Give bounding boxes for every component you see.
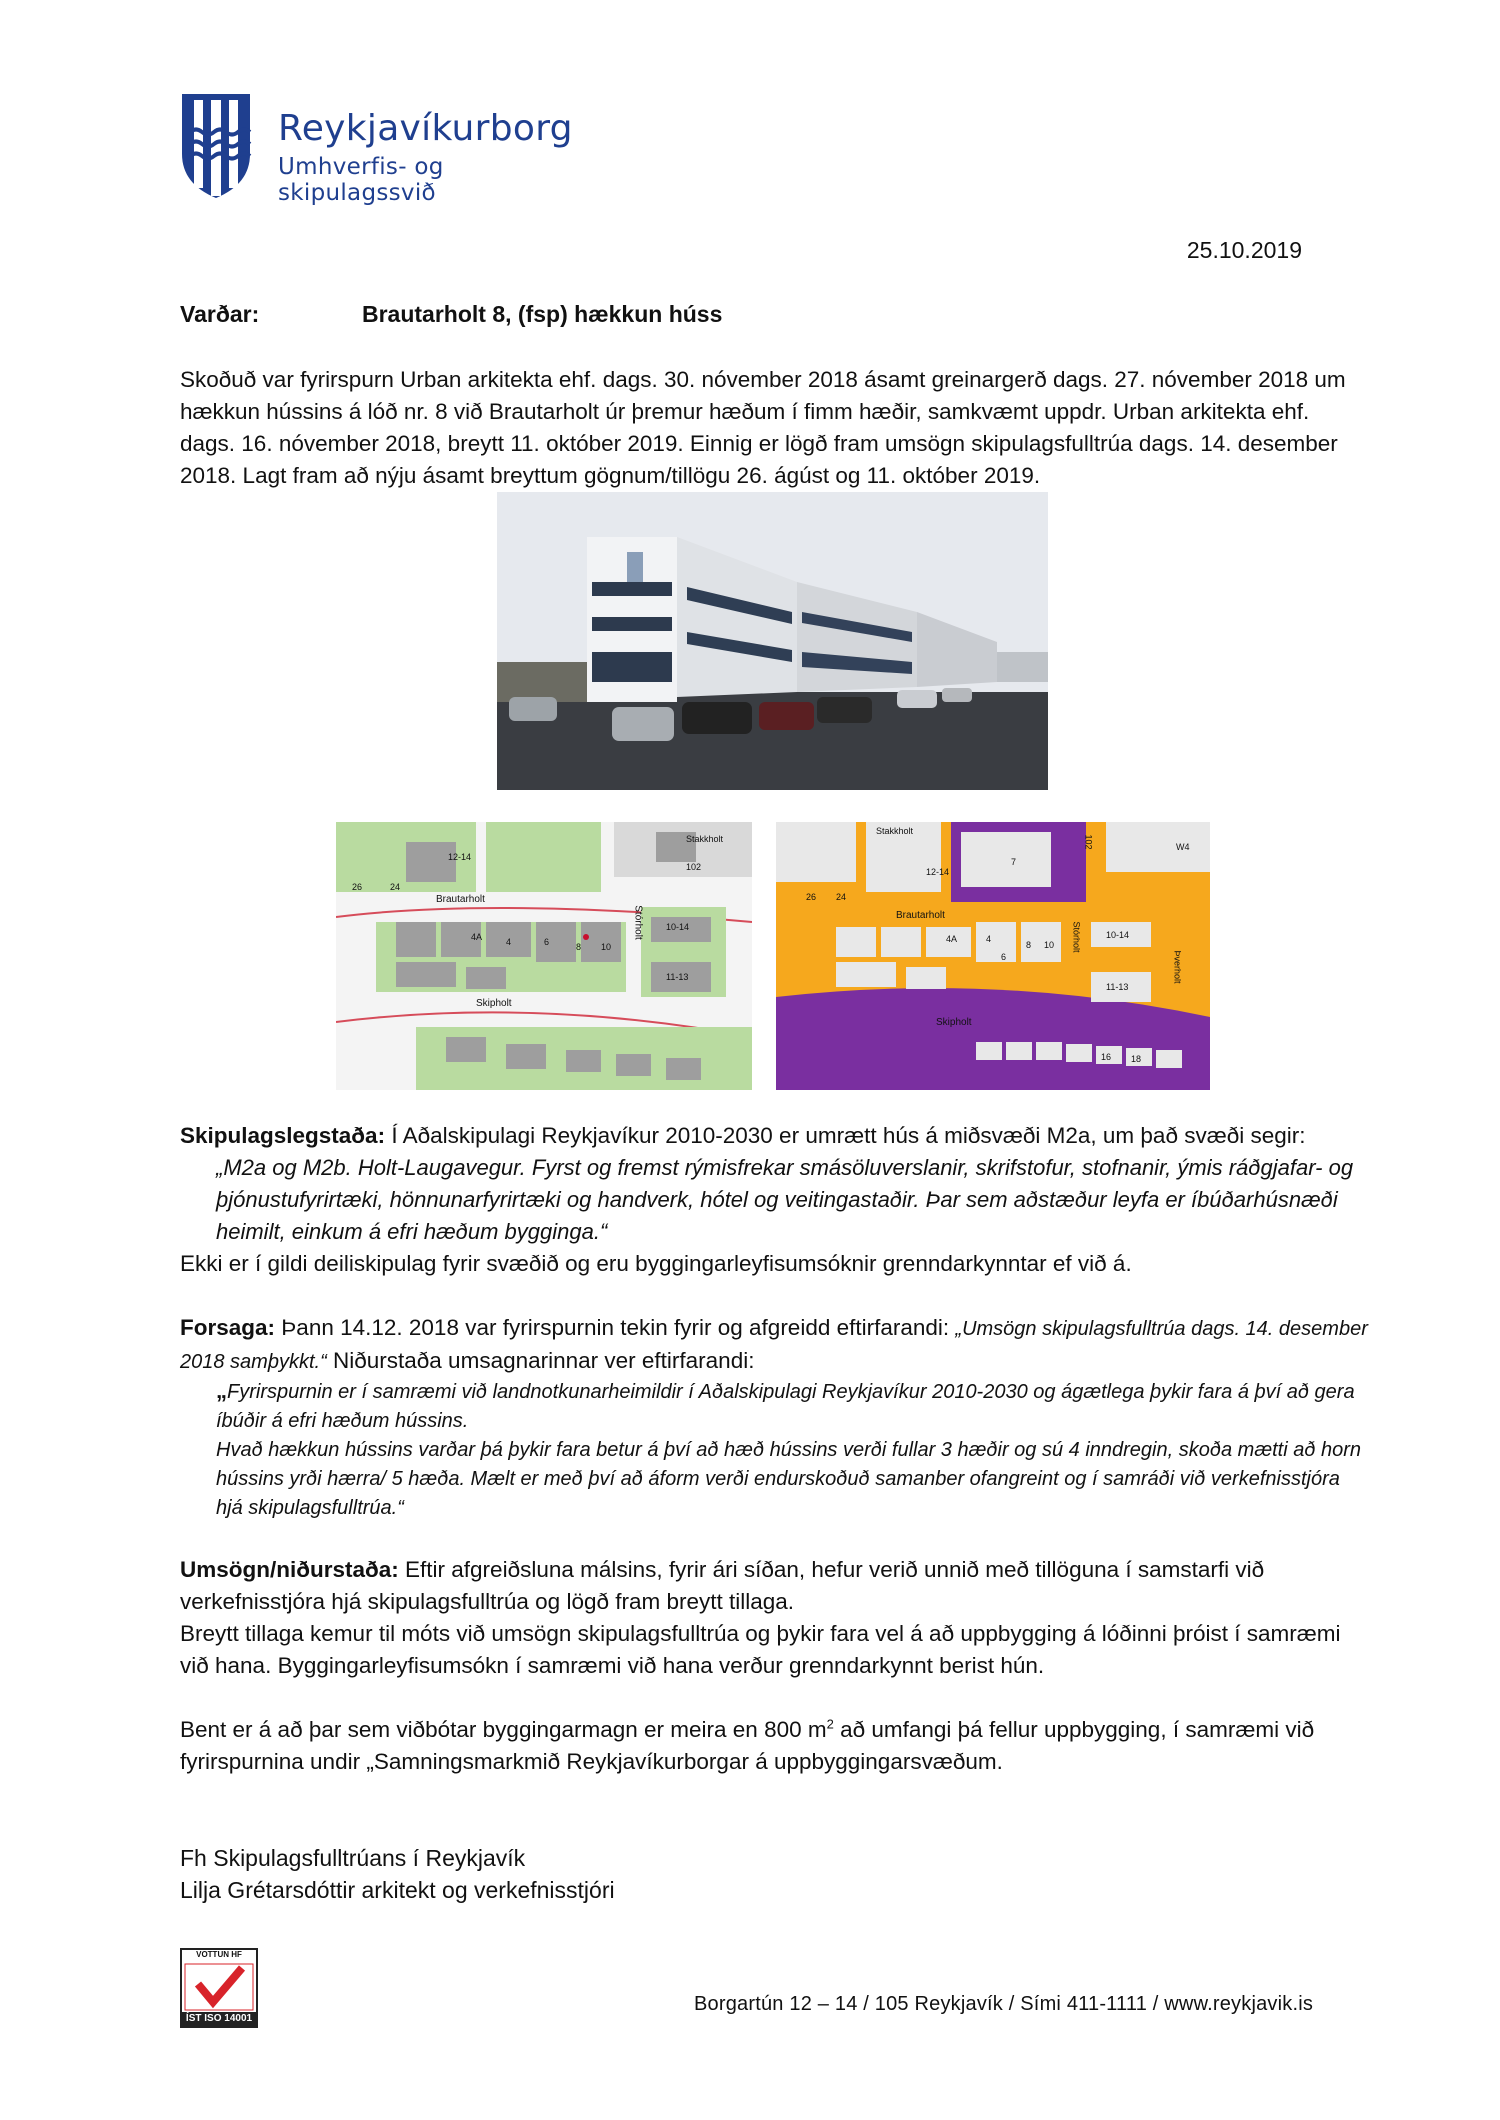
- map1-label: 10-14: [666, 922, 690, 932]
- map1-label: Brautarholt: [436, 894, 485, 905]
- map1-label: 11-13: [666, 972, 689, 982]
- iso-certification-badge: [180, 1948, 258, 2028]
- section-conclusion: [180, 1554, 1370, 1682]
- map2-label: 4: [986, 934, 992, 944]
- map1-label: Skipholt: [476, 998, 512, 1009]
- map1-label: 10: [601, 942, 612, 952]
- map1-label: Stakkholt: [686, 834, 724, 844]
- map2-label: 24: [836, 892, 847, 902]
- zoning-quote: „M2a og M2b. Holt-Laugavegur. Fyrst og fremst rýmisfrekar smásöluverslanir, skrifstofur, stofnanir, ýmis ráðgjafar- og þjónustufyrirtæki, hönnunarfyrirtæki og handverk, hótel og veitingastaðir. Þar sem aðstæður leyfa er íbúðarhúsnæði heimilt, einkum á efri hæðum bygginga.“: [216, 1155, 1354, 1244]
- zoning-map-colored: [776, 822, 1210, 1090]
- map2-label: 4A: [946, 934, 958, 944]
- building-photo: [497, 492, 1048, 790]
- coat-of-arms-icon: [180, 92, 252, 200]
- quote-line: Hvað hækkun hússins varðar þá þykir fara betur á því að hæð hússins verði fullar 3 hæðir og sú 4 inndregin, skoða mætti að horn hússins yrði hærra/ 5 hæða. Mælt er með því að áform verði endurskoðuð samanber ofangreint og í samráði við verkefnisstjóra hjá skipulagsfulltrúa.“: [216, 1439, 1362, 1519]
- section-text: Í Aðalskipulagi Reykjavíkur 2010-2030 er umrætt hús á miðsvæði M2a, um það svæði segir:: [391, 1123, 1306, 1148]
- subject-title: Brautarholt 8, (fsp) hækkun húss: [362, 301, 723, 327]
- map2-label: Stakkholt: [876, 826, 914, 836]
- cert-issuer: VOTTUN HF: [196, 1950, 242, 1959]
- map1-label: 12-14: [448, 852, 472, 862]
- map1-label: 102: [686, 862, 702, 872]
- map1-label: 4: [506, 937, 512, 947]
- section-label: Forsaga:: [180, 1315, 276, 1340]
- map2-label: 102: [1083, 834, 1094, 850]
- map1-label: 8: [576, 942, 582, 952]
- map2-label: W4: [1176, 842, 1190, 852]
- map1-label: Stórholt: [632, 905, 644, 940]
- section-history: [180, 1312, 1370, 1378]
- section-text: Niðurstaða umsagnarinnar ver eftirfarandi:: [333, 1348, 755, 1373]
- map2-label: 8: [1026, 940, 1032, 950]
- org-name: Reykjavíkurborg: [278, 108, 573, 149]
- section-text: að umfangi þá fellur uppbygging, í samræmi við fyrirspurnina undir „Samningsmarkmið Reykjavíkurborgar á uppbyggingarsvæðum.: [180, 1717, 1315, 1774]
- signature-name: Lilja Grétarsdóttir arkitekt og verkefnisstjóri: [180, 1877, 615, 1903]
- section-label: Umsögn/niðurstaða:: [180, 1557, 399, 1582]
- section-text: Breytt tillaga kemur til móts við umsögn skipulagsfulltrúa og þykir fara vel á að uppbygging á lóðinni þróist í samræmi við hana. Byggingarleyfisumsókn í samræmi við hana verður grenndarkynnt berist hún.: [180, 1621, 1341, 1678]
- subject-label: Varðar:: [180, 301, 260, 327]
- org-logo: [180, 92, 600, 206]
- zoning-note: Ekki er í gildi deiliskipulag fyrir svæðið og eru byggingarleyfisumsóknir grenndarkynntar ef við á.: [180, 1251, 1132, 1276]
- zoning-map-green: [336, 822, 752, 1090]
- map1-label: 4A: [471, 932, 483, 942]
- section-italic: „Umsögn skipulagsfulltrúa dags. 14. desember 2018 samþykkt.“: [180, 1318, 1368, 1373]
- map2-label: 11-13: [1106, 982, 1129, 992]
- map1-label: 26: [352, 882, 363, 892]
- history-quote: [216, 1376, 1366, 1523]
- map2-label: 7: [1011, 857, 1017, 867]
- map2-label: Stórholt: [1071, 921, 1082, 953]
- section-label: Skipulagslegstaða:: [180, 1123, 386, 1148]
- map2-label: 10-14: [1106, 930, 1130, 940]
- document-date: 25.10.2019: [1186, 237, 1302, 263]
- footer-address: Borgartún 12 – 14 / 105 Reykjavík / Sími 411-1111 / www.reykjavik.is: [694, 1993, 1314, 2015]
- section-text: Bent er á að þar sem viðbótar byggingarmagn er meira en 800 m: [180, 1717, 827, 1742]
- map2-label: 26: [806, 892, 817, 902]
- section-text: Þann 14.12. 2018 var fyrirspurnin tekin fyrir og afgreidd eftirfarandi:: [281, 1315, 950, 1340]
- quote-line: Fyrirspurnin er í samræmi við landnotkunarheimildir í Aðalskipulagi Reykjavíkur 2010-2030 og ágætlega þykir fara á því að gera íbúðir á efri hæðum hússins.: [216, 1381, 1355, 1432]
- map2-label: 12-14: [926, 867, 950, 877]
- section-text: Eftir afgreiðsluna málsins, fyrir ári síðan, hefur verið unnið með tillöguna í samstarfi við verkefnisstjóra hjá skipulagsfulltrúa og lögð fram breytt tillaga.: [180, 1557, 1265, 1614]
- map2-label: 10: [1044, 940, 1055, 950]
- map2-label: 18: [1131, 1054, 1142, 1064]
- map1-label: 6: [544, 937, 550, 947]
- signature-line: Fh Skipulagsfulltrúans í Reykjavík: [180, 1845, 526, 1871]
- cert-standard: ÍST ISO 14001: [185, 2013, 253, 2024]
- map1-label: 24: [390, 882, 401, 892]
- map2-label: Brautarholt: [896, 910, 945, 921]
- superscript: 2: [826, 1716, 834, 1732]
- org-division: Umhverfis- og skipulagssvið: [278, 154, 444, 206]
- map2-label: 16: [1101, 1052, 1112, 1062]
- quote-mark: „: [216, 1378, 227, 1403]
- map2-label: Þverholt: [1172, 950, 1183, 984]
- section-zoning-status: [180, 1120, 1370, 1152]
- section-note: [180, 1714, 1370, 1778]
- map2-label: Skipholt: [936, 1017, 972, 1028]
- intro-paragraph: Skoðuð var fyrirspurn Urban arkitekta ehf. dags. 30. nóvember 2018 ásamt greinargerð dags. 27. nóvember 2018 um hækkun hússins á lóð nr. 8 við Brautarholt úr þremur hæðum í fimm hæðir, samkvæmt uppdr. Urban arkitekta ehf. dags. 16. nóvember 2018, breytt 11. október 2019. Einnig er lögð fram umsögn skipulagsfulltrúa dags. 14. desember 2018. Lagt fram að nýju ásamt breyttum gögnum/tillögu 26. ágúst og 11. október 2019.: [180, 367, 1346, 488]
- map2-label: 6: [1001, 952, 1007, 962]
